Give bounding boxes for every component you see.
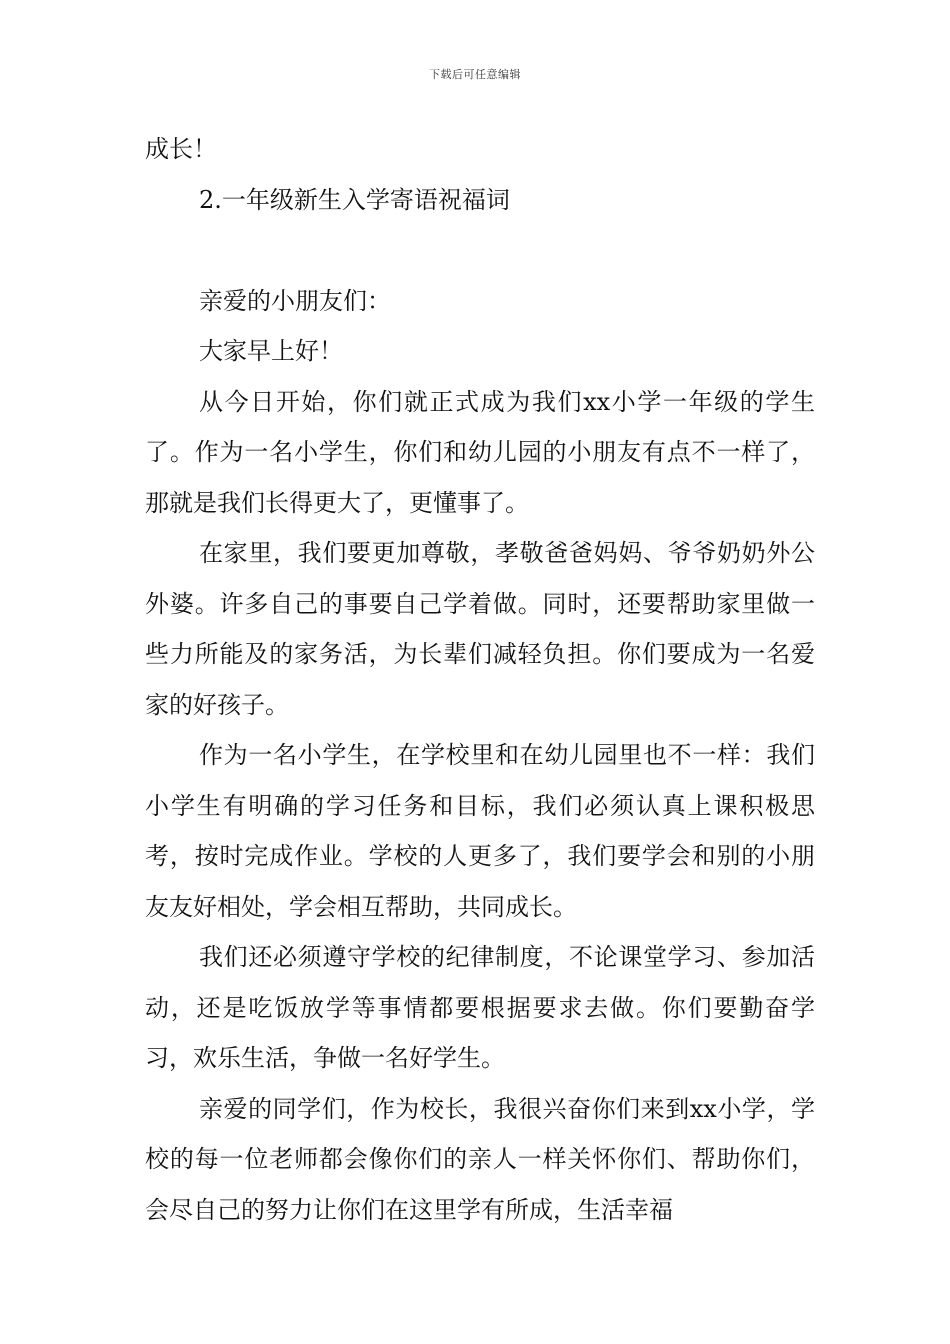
paragraph: 从今日开始，你们就正式成为我们xx小学一年级的学生了。作为一名小学生，你们和幼儿园的小朋友有点不一样了，那就是我们长得更大了，更懂事了。 [145,387,815,517]
continuation-text: 成长！ [145,135,217,163]
greeting: 大家早上好！ [199,337,343,365]
header-note: 下载后可任意编辑 [429,68,521,81]
paragraph: 亲爱的同学们，作为校长，我很兴奋你们来到xx小学，学校的每一位老师都会像你们的亲人一样关怀你们、帮助你们，会尽自己的努力让你们在这里学有所成，生活幸福 [145,1094,815,1224]
paragraph: 作为一名小学生，在学校里和在幼儿园里也不一样：我们小学生有明确的学习任务和目标，我们必须认真上课积极思考，按时完成作业。学校的人更多了，我们要学会和别的小朋友友好相处，学会相互帮助，共同成长。 [145,741,815,921]
section-title: 2.一年级新生入学寄语祝福词 [199,185,510,214]
paragraph: 我们还必须遵守学校的纪律制度，不论课堂学习、参加活动，还是吃饭放学等事情都要根据要求去做。你们要勤奋学习，欢乐生活，争做一名好学生。 [145,943,815,1072]
paragraph: 在家里，我们要更加尊敬，孝敬爸爸妈妈、爷爷奶奶外公外婆。许多自己的事要自己学着做。同时，还要帮助家里做一些力所能及的家务活，为长辈们减轻负担。你们要成为一名爱家的好孩子。 [145,539,815,719]
salutation: 亲爱的小朋友们： [199,286,391,315]
document-body [145,124,815,1235]
blank-line [145,225,815,276]
